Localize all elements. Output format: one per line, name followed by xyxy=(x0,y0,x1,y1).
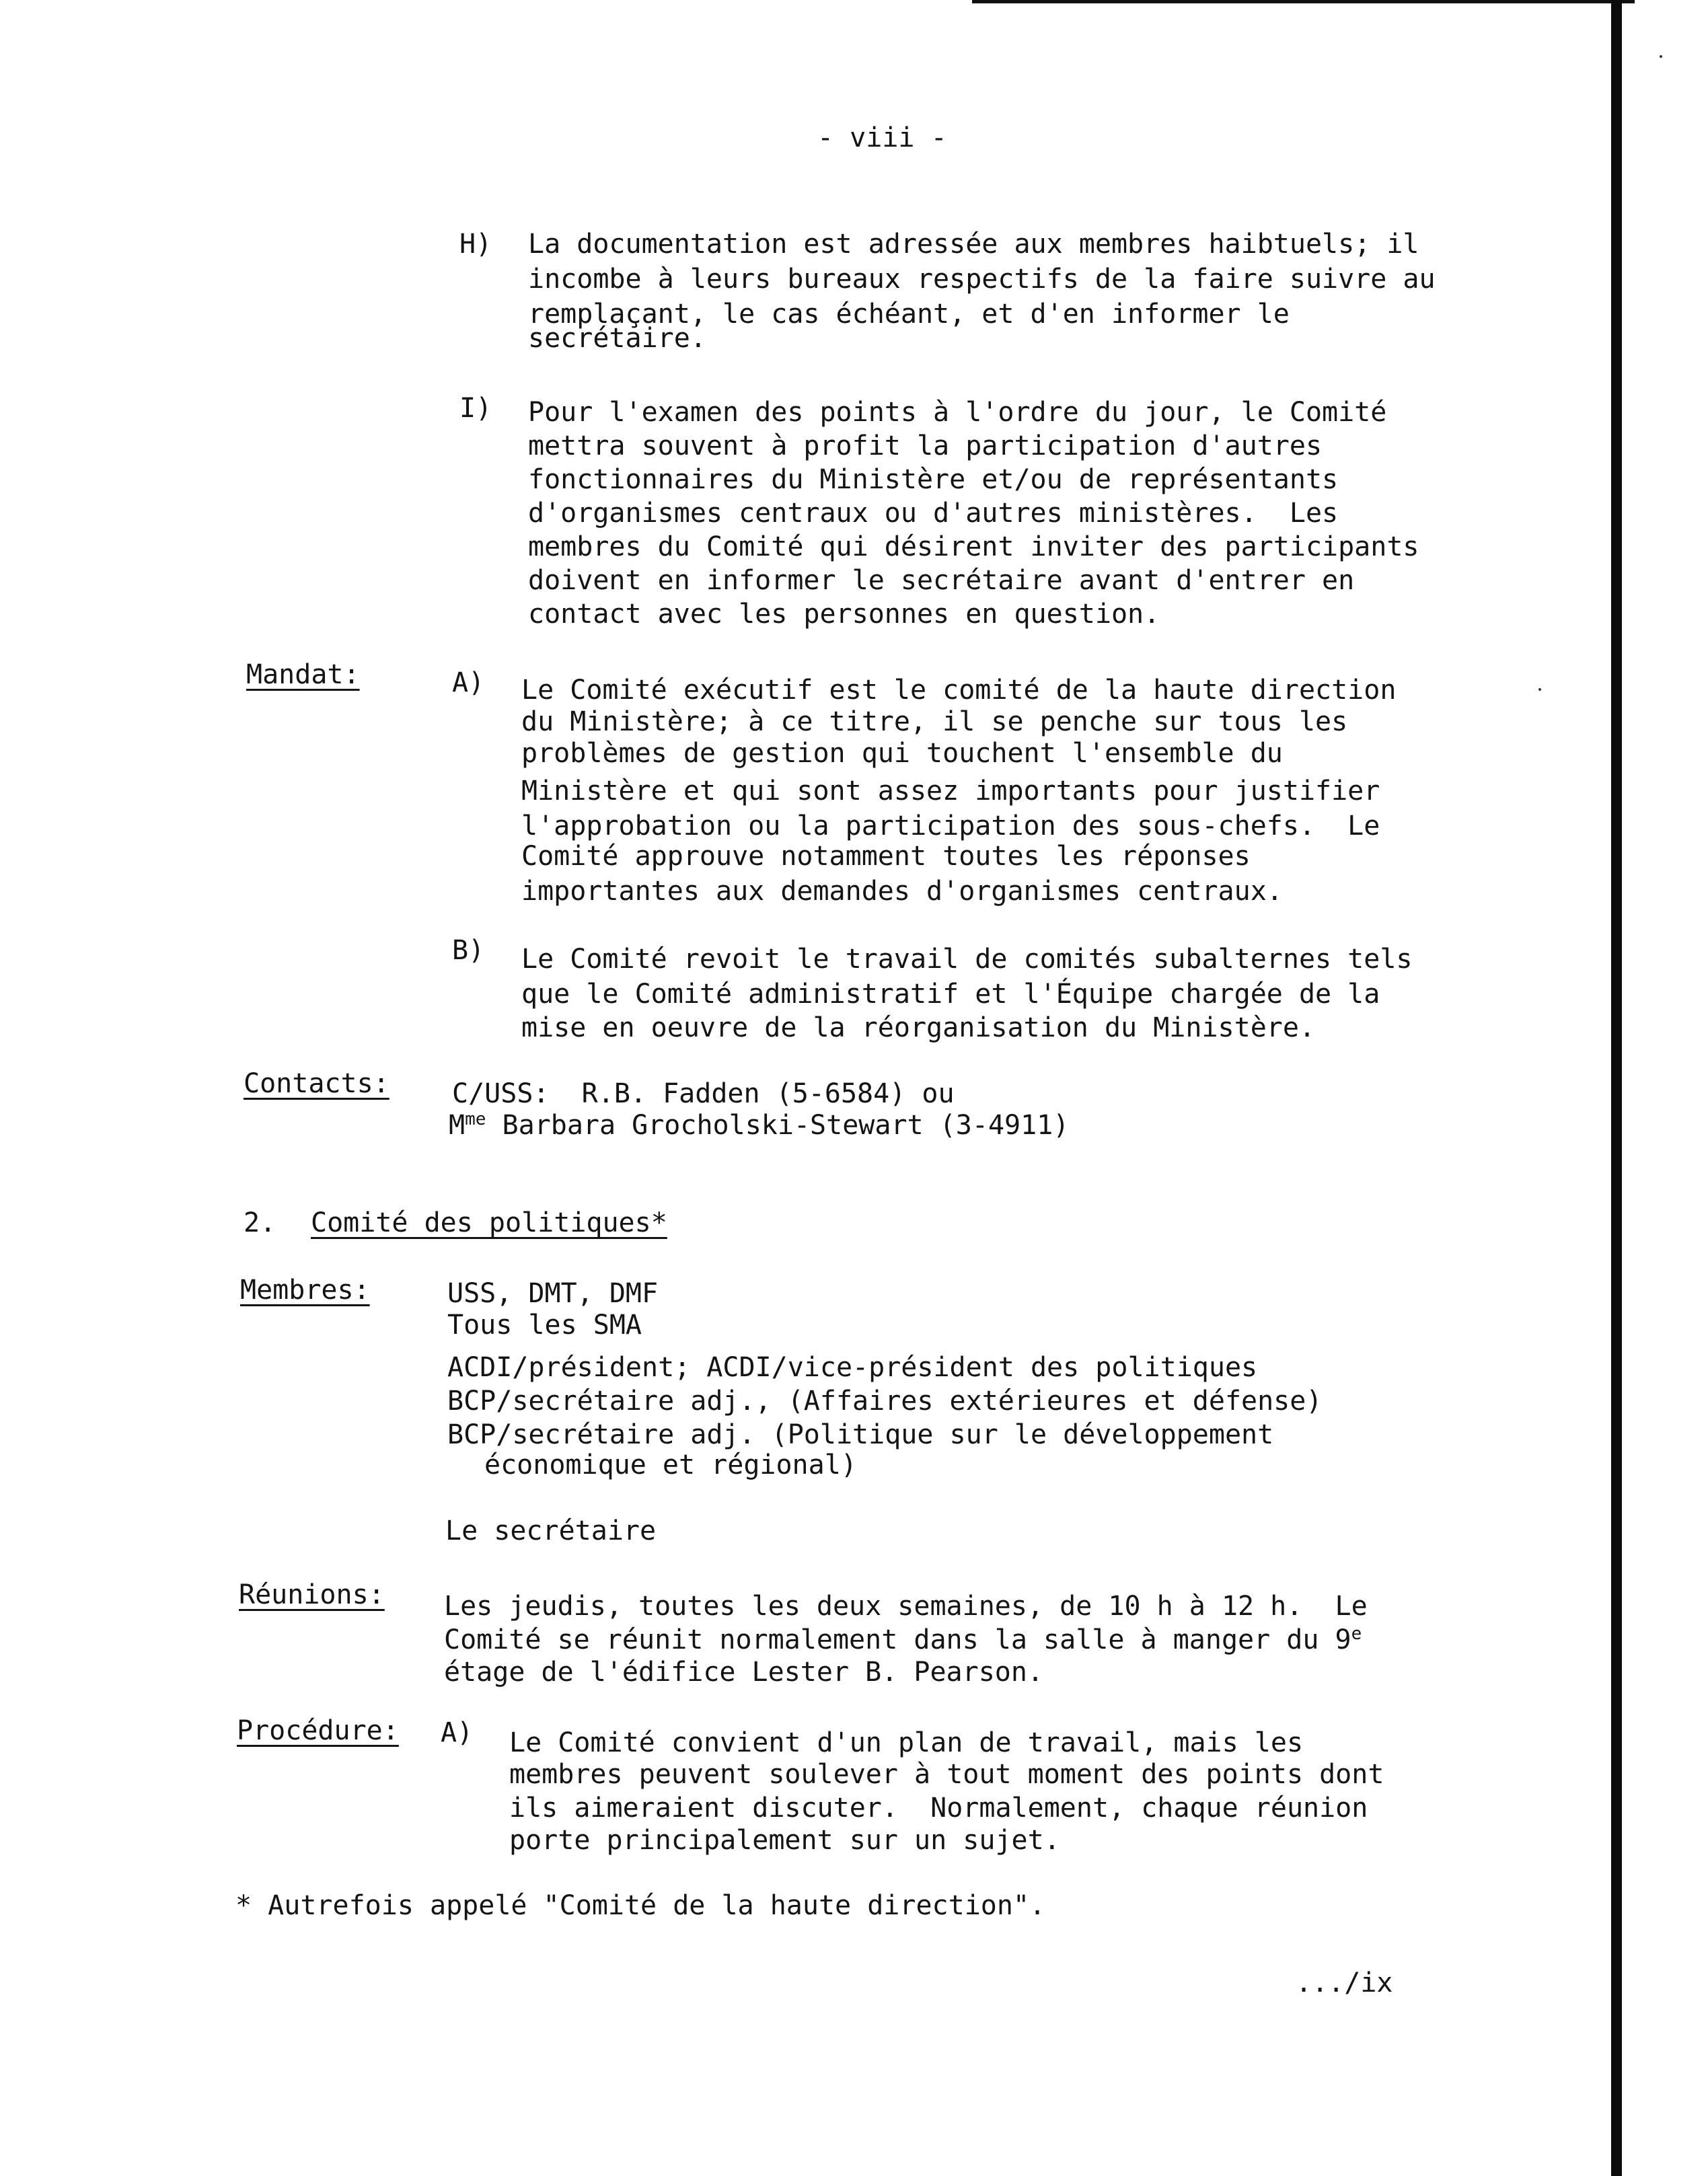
item-h-line: La documentation est adressée aux membres haibtuels; il xyxy=(528,229,1419,260)
membres-line: BCP/secrétaire adj. (Politique sur le développement xyxy=(447,1419,1274,1450)
membres-label: Membres: xyxy=(240,1275,370,1306)
membres-line: BCP/secrétaire adj., (Affaires extérieures et défense) xyxy=(447,1386,1323,1417)
item-h-line: remplaçant, le cas échéant, et d'en informer le xyxy=(528,299,1290,330)
continuation-marker: .../ix xyxy=(1296,1967,1393,1998)
scan-top-rule xyxy=(972,0,1635,3)
section-title: Comité des politiques* xyxy=(311,1207,667,1238)
membres-line: ACDI/président; ACDI/vice-président des politiques xyxy=(447,1352,1258,1383)
item-i-line: membres du Comité qui désirent inviter des participants xyxy=(528,531,1419,562)
mandat-b-line: Le Comité revoit le travail de comités subalternes tels xyxy=(521,944,1413,975)
mandat-label: Mandat: xyxy=(246,659,360,690)
item-letter-i: I) xyxy=(459,393,492,424)
item-i-line: contact avec les personnes en question. xyxy=(528,599,1160,630)
procedure-line: Le Comité convient d'un plan de travail, mais les xyxy=(509,1727,1304,1758)
item-i-line: fonctionnaires du Ministère et/ou de représentants xyxy=(528,464,1339,495)
contacts-label: Contacts: xyxy=(244,1068,389,1099)
reunions-line-2: Comité se réunit normalement dans la salle à manger du 9e xyxy=(444,1624,1362,1655)
footnote: * Autrefois appelé "Comité de la haute direction". xyxy=(235,1890,1046,1921)
mandat-b-line: que le Comité administratif et l'Équipe chargée de la xyxy=(521,979,1380,1010)
mandat-a-line: importantes aux demandes d'organismes centraux. xyxy=(521,876,1283,907)
item-i-line: doivent en informer le secrétaire avant d'entrer en xyxy=(528,565,1355,596)
reunions-line-1: Les jeudis, toutes les deux semaines, de 10 h à 12 h. Le xyxy=(444,1591,1368,1622)
mandat-b-line: mise en oeuvre de la réorganisation du Ministère. xyxy=(521,1012,1316,1043)
mandat-a-line: Comité approuve notamment toutes les réponses xyxy=(521,841,1251,872)
reunions-line-3: étage de l'édifice Lester B. Pearson. xyxy=(444,1657,1044,1688)
mandat-a-line: du Ministère; à ce titre, il se penche sur tous les xyxy=(521,706,1348,737)
item-i-line: Pour l'examen des points à l'ordre du jour, le Comité xyxy=(528,397,1387,428)
scan-binding-edge xyxy=(1611,0,1622,2176)
item-h-line: secrétaire. xyxy=(528,323,706,354)
procedure-letter-a: A) xyxy=(441,1717,474,1748)
procedure-line: ils aimeraient discuter. Normalement, chaque réunion xyxy=(509,1793,1368,1824)
mandat-a-line: problèmes de gestion qui touchent l'ensemble du xyxy=(521,738,1283,769)
contacts-line-2: $M^{me}$ Barbara Grocholski-Stewart (3-4911) xyxy=(449,1109,1070,1141)
membres-continuation: économique et régional) xyxy=(484,1450,857,1480)
item-letter-h: H) xyxy=(459,229,492,260)
page-number: - viii - xyxy=(817,122,947,153)
procedure-line: membres peuvent soulever à tout moment des points dont xyxy=(509,1759,1384,1790)
contacts-line-1: C/USS: R.B. Fadden (5-6584) ou xyxy=(452,1078,955,1109)
item-i-line: mettra souvent à profit la participation d'autres xyxy=(528,430,1323,461)
reunions-label: Réunions: xyxy=(239,1579,385,1610)
mandat-letter-a: A) xyxy=(452,667,485,698)
scan-speck xyxy=(1538,688,1541,691)
procedure-label: Procédure: xyxy=(237,1715,399,1746)
section-number: 2. xyxy=(244,1207,276,1238)
mandat-a-line: Le Comité exécutif est le comité de la haute direction xyxy=(521,675,1397,706)
membres-secretaire: Le secrétaire xyxy=(445,1515,657,1546)
membres-line: Tous les SMA xyxy=(447,1310,642,1341)
item-i-line: d'organismes centraux ou d'autres ministères. Les xyxy=(528,498,1339,529)
mandat-a-line: Ministère et qui sont assez importants pour justifier xyxy=(521,776,1380,806)
mandat-letter-b: B) xyxy=(452,935,485,966)
procedure-line: porte principalement sur un sujet. xyxy=(509,1825,1060,1856)
mandat-a-line: l'approbation ou la participation des sous-chefs. Le xyxy=(521,811,1380,841)
scan-speck xyxy=(1660,55,1662,58)
membres-line: USS, DMT, DMF xyxy=(447,1278,659,1309)
item-h-line: incombe à leurs bureaux respectifs de la faire suivre au xyxy=(528,264,1436,295)
